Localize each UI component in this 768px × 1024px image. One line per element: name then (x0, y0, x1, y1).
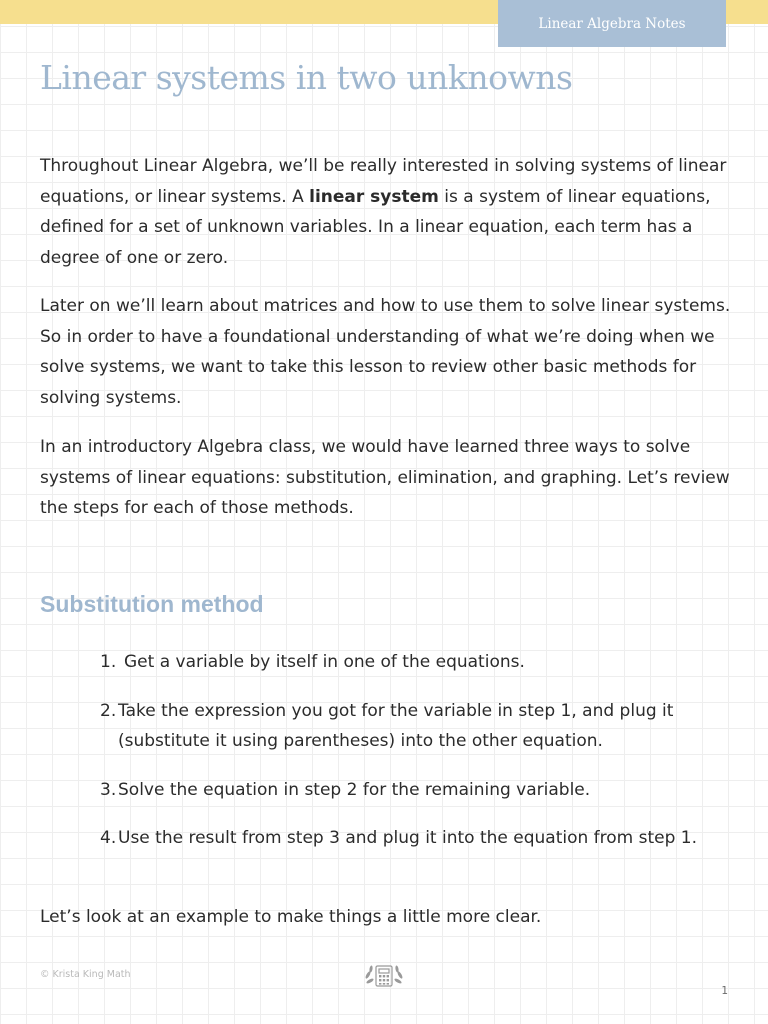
calculator-laurel-icon (360, 961, 408, 989)
step-number: 4. (100, 828, 117, 848)
closing-paragraph: Let’s look at an example to make things a little more clear. (40, 907, 542, 927)
step-text: Take the expression you got for the variable in step 1, and plug it (substitute it using parentheses) into the other equation. (118, 700, 674, 751)
footer-copyright: © Krista King Math (40, 969, 131, 980)
page-title: Linear systems in two unknowns (40, 58, 573, 97)
intro-paragraph (40, 151, 732, 273)
step-text: Use the result from step 3 and plug it into the equation from step 1. (118, 828, 698, 848)
linear-system-term: linear system (309, 186, 439, 207)
step-number: 1. (100, 652, 117, 672)
header-tab (498, 0, 726, 47)
page-number: 1 (721, 985, 728, 997)
list-item (100, 823, 732, 854)
matrices-paragraph: Later on we’ll learn about matrices and how to use them to solve linear systems. So in order to have a foundational understanding of what we’re doing when we solve systems, we want to take this lesson to review other basic methods for solving systems. (40, 296, 731, 408)
step-text: Get a variable by itself in one of the equations. (124, 652, 525, 672)
header-tab-label: Linear Algebra Notes (538, 15, 686, 32)
step-text: Solve the equation in step 2 for the remaining variable. (118, 779, 591, 800)
intro-text-start: Throughout Linear Algebra, we’ll be really interested in solving systems of linear equations, or linear systems. A (40, 156, 727, 207)
methods-paragraph: In an introductory Algebra class, we would have learned three ways to solve systems of linear equations: substitution, elimination, and graphing. Let’s review the steps for each of those methods. (40, 437, 730, 518)
step-number: 2. (100, 700, 117, 721)
steps-list (100, 647, 732, 872)
section-heading: Substitution method (40, 591, 264, 617)
list-item (100, 647, 732, 678)
intro-text-end: is a system of linear equations, defined for a set of unknown variables. In a linear equation, each term has a degree of one or zero. (40, 186, 711, 268)
step-number: 3. (100, 779, 117, 800)
list-item (100, 696, 732, 757)
list-item (100, 775, 732, 806)
